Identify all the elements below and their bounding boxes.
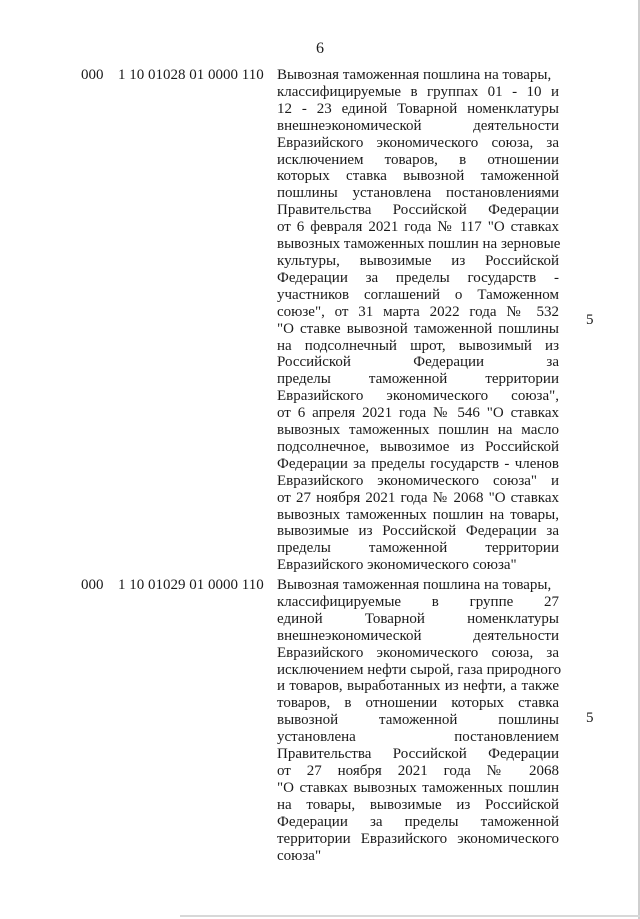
description-line: Евразийского экономического союза, за [277,134,559,151]
description-line: исключением нефти сырой, газа природного [277,661,562,678]
admin-code: 000 [81,577,104,593]
description-line: Федерации за пределы государств - членов [277,455,559,472]
description-line: установлена постановлением [277,729,559,746]
description-line: Федерации за пределы государств - [277,269,559,286]
norm-value: 5 [586,710,594,726]
description-line: Евразийского экономического союза" и [277,472,559,489]
description-line: которых ставка вывозной таможенной [277,168,559,185]
description-line: вывозимые из Российской Федерации за [277,523,559,540]
description-line: Евразийского экономического союза, за [277,644,559,661]
description-line: территории Евразийского экономического [277,830,559,847]
description-line: Правительства Российской Федерации [277,202,559,219]
description-line: вывозных таможенных пошлин на зерновые [277,236,561,253]
description-line: и товаров, выработанных из нефти, а также [277,678,559,695]
description-line: "О ставке вывозной таможенной пошлины [277,320,559,337]
description-line: единой Товарной номенклатуры [277,610,559,627]
description-line: участников соглашений о Таможенном [277,286,559,303]
description-line: исключением товаров, в отношении [277,151,559,168]
description-line: товаров, в отношении которых ставка [277,695,559,712]
classification-code: 1 10 01029 01 0000 110 [118,577,264,593]
admin-code: 000 [81,67,104,83]
description-line: культуры, вывозимые из Российской [277,252,559,269]
description-line: Вывозная таможенная пошлина на товары, [277,67,552,83]
description [277,577,562,864]
description-line: подсолнечное, вывозимое из Российской [277,438,559,455]
scan-edge [180,915,640,917]
description-line: классифицируемые в группах 01 - 10 и [277,83,559,100]
description-line: Российской Федерации за [277,354,559,371]
description-line: пошлины установлена постановлениями [277,185,559,202]
description-line: вывозных таможенных пошлин на товары, [277,506,559,523]
description-line: Правительства Российской Федерации [277,746,559,763]
description-line: на подсолнечный шрот, вывозимый из [277,337,559,354]
description-line: Евразийского экономического союза" [277,557,517,574]
norm-value: 5 [586,312,594,328]
description-line: от 27 ноября 2021 года № 2068 [277,762,559,779]
description-line: вывозных таможенных пошлин на масло [277,422,559,439]
description-line: внешнеэкономической деятельности [277,117,559,134]
description-line: Вывозная таможенная пошлина на товары, [277,577,552,593]
classification-code: 1 10 01028 01 0000 110 [118,67,264,83]
description-line: Евразийского экономического союза", [277,388,559,405]
description-line: вывозной таможенной пошлины [277,712,559,729]
description-line: Федерации за пределы таможенной [277,813,559,830]
description-line: от 6 апреля 2021 года № 546 "О ставках [277,405,559,422]
description-line: пределы таможенной территории [277,540,559,557]
description-line: от 27 ноября 2021 года № 2068 "О ставках [277,489,559,506]
page-number: 6 [316,40,324,57]
description-line: классифицируемые в группе 27 [277,593,559,610]
description-line: пределы таможенной территории [277,371,559,388]
description [277,67,559,574]
description-line: "О ставках вывозных таможенных пошлин [277,779,559,796]
description-line: 12 - 23 единой Товарной номенклатуры [277,100,559,117]
description-line: союза" [277,847,322,864]
description-line: союзе", от 31 марта 2022 года № 532 [277,303,559,320]
description-line: от 6 февраля 2021 года № 117 "О ставках [277,219,559,236]
description-line: на товары, вывозимые из Российской [277,796,559,813]
description-line: внешнеэкономической деятельности [277,627,559,644]
